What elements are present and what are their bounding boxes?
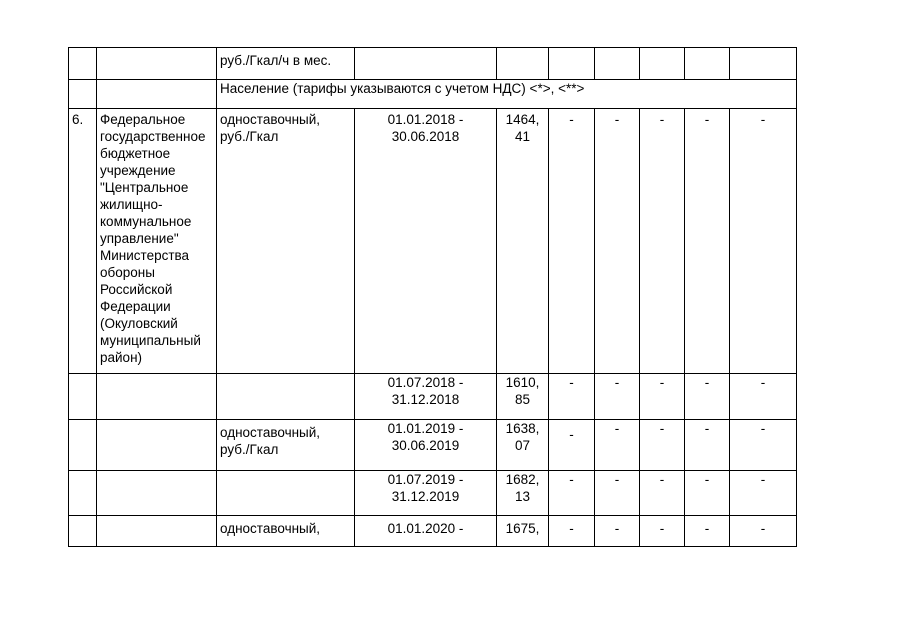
number-cell <box>69 420 97 471</box>
tariff-value <box>497 471 549 516</box>
value-line: 07 <box>514 438 531 453</box>
period-cell: 01.01.2020 - <box>355 516 497 547</box>
dash-cell: - <box>685 471 730 516</box>
period-end: 30.06.2019 <box>391 438 460 453</box>
dash-cell: - <box>549 471 595 516</box>
unit-line: руб./Гкал <box>220 129 279 144</box>
dash-cell: - <box>595 109 640 374</box>
table-row <box>69 420 797 471</box>
dash-cell: - <box>685 420 730 471</box>
organization-cell <box>97 471 217 516</box>
value-line: 41 <box>514 129 531 144</box>
dash-cell: - <box>730 109 797 374</box>
organization-cell <box>97 374 217 420</box>
section-row <box>69 80 797 109</box>
empty-cell <box>640 48 685 80</box>
value-line: 13 <box>514 489 531 504</box>
dash-cell: - <box>549 420 595 471</box>
period-end: 31.12.2018 <box>391 392 460 407</box>
period-end: 31.12.2019 <box>391 489 460 504</box>
period-cell <box>355 109 497 374</box>
period-cell <box>355 420 497 471</box>
period-start: 01.07.2018 - <box>387 375 464 390</box>
dash-cell: - <box>640 109 685 374</box>
unit-line: одноставочный, <box>220 112 321 127</box>
dash-cell: - <box>730 420 797 471</box>
unit-line: руб./Гкал <box>220 442 279 457</box>
empty-cell <box>685 48 730 80</box>
period-start: 01.01.2019 - <box>387 421 464 436</box>
table-row <box>69 109 797 374</box>
dash-cell: - <box>595 516 640 547</box>
period-start: 01.07.2019 - <box>387 472 464 487</box>
dash-cell: - <box>640 471 685 516</box>
section-heading: Население (тарифы указываются с учетом НДС) <*>, <**> <box>217 80 797 109</box>
number-cell <box>69 374 97 420</box>
dash-cell: - <box>685 109 730 374</box>
unit-cell <box>217 420 355 471</box>
tariff-value <box>497 374 549 420</box>
dash-cell: - <box>730 471 797 516</box>
dash-cell: - <box>595 471 640 516</box>
dash-cell: - <box>730 374 797 420</box>
organization-cell <box>97 80 217 109</box>
empty-cell <box>549 48 595 80</box>
empty-cell <box>730 48 797 80</box>
tariff-value <box>497 420 549 471</box>
value-line: 1464, <box>505 112 540 127</box>
dash-cell: - <box>549 516 595 547</box>
number-cell <box>69 48 97 80</box>
value-line: 85 <box>514 392 531 407</box>
table-row <box>69 374 797 420</box>
value-cell <box>497 48 549 80</box>
unit-line: одноставочный, <box>220 425 321 440</box>
tariff-table <box>68 47 797 547</box>
dash-cell: - <box>549 109 595 374</box>
empty-cell <box>595 48 640 80</box>
table-row <box>69 516 797 547</box>
organization-cell <box>97 516 217 547</box>
dash-cell: - <box>685 516 730 547</box>
row-number: 6. <box>69 109 97 374</box>
organization-cell <box>97 48 217 80</box>
value-line: 1638, <box>505 421 540 436</box>
organization-name: Федеральное государственное бюджетное учреждение "Центральное жилищно-коммунальное управление" Министерства обороны Российской Федерации (Окуловский муниципальный район) <box>97 109 217 374</box>
tariff-value: 1675, <box>497 516 549 547</box>
tariff-value <box>497 109 549 374</box>
organization-cell <box>97 420 217 471</box>
unit-cell <box>217 374 355 420</box>
period-cell <box>355 471 497 516</box>
dash-cell: - <box>640 374 685 420</box>
unit-cell: руб./Гкал/ч в мес. <box>217 48 355 80</box>
dash-cell: - <box>640 516 685 547</box>
period-start: 01.01.2018 - <box>387 112 464 127</box>
dash-cell: - <box>595 374 640 420</box>
dash-cell: - <box>549 374 595 420</box>
value-line: 1610, <box>505 375 540 390</box>
unit-cell <box>217 109 355 374</box>
unit-cell: одноставочный, <box>217 516 355 547</box>
value-line: 1682, <box>505 472 540 487</box>
unit-cell <box>217 471 355 516</box>
period-cell <box>355 374 497 420</box>
dash-cell: - <box>595 420 640 471</box>
number-cell <box>69 80 97 109</box>
number-cell <box>69 471 97 516</box>
dash-cell: - <box>685 374 730 420</box>
period-cell <box>355 48 497 80</box>
dash-cell: - <box>730 516 797 547</box>
dash-cell: - <box>640 420 685 471</box>
table-row <box>69 471 797 516</box>
table-row <box>69 48 797 80</box>
number-cell <box>69 516 97 547</box>
period-end: 30.06.2018 <box>391 129 460 144</box>
